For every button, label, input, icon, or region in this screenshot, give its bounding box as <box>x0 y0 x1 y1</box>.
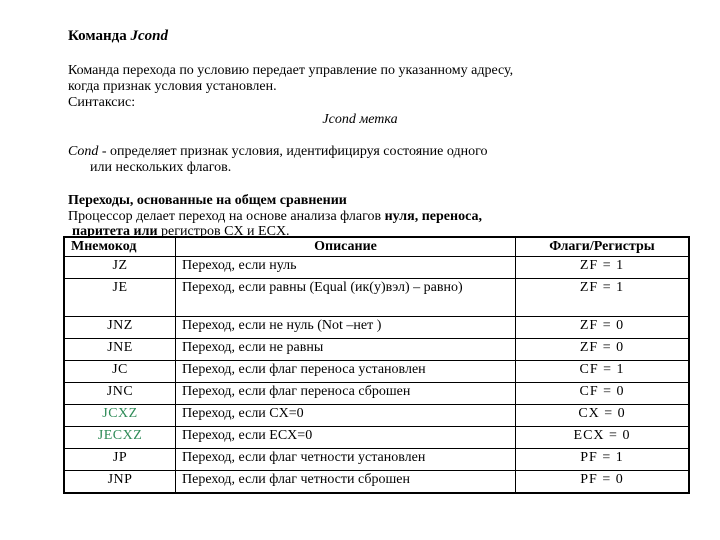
table-row <box>64 317 689 339</box>
cond-desc-line-1: Cond - определяет признак условия, идентифицируя состояние одного <box>68 144 488 159</box>
mnemonic-cell: JECXZ <box>64 427 176 449</box>
table-row <box>64 279 689 317</box>
mnemonic-cell: JNZ <box>64 317 176 339</box>
page-title: Команда Jcond <box>68 28 168 44</box>
intro-line-1: Команда перехода по условию передает управление по указанному адресу, <box>68 63 514 78</box>
table-row <box>64 339 689 361</box>
mnemonic-cell: JC <box>64 361 176 383</box>
mnemonic-cell: JNC <box>64 383 176 405</box>
header-description: Описание <box>176 237 516 257</box>
header-mnemonic: Мнемокод <box>64 237 176 257</box>
cond-desc-line-2: или нескольких флагов. <box>90 160 232 175</box>
flags-cell: ZF = 1 <box>516 279 690 317</box>
description-cell: Переход, если флаг переноса установлен <box>176 361 516 383</box>
flags-cell: ZF = 1 <box>516 257 690 279</box>
description-cell: Переход, если CX=0 <box>176 405 516 427</box>
table-row <box>64 427 689 449</box>
intro-line-2: когда признак условия установлен. <box>68 79 277 94</box>
description-cell: Переход, если нуль <box>176 257 516 279</box>
description-cell: Переход, если ECX=0 <box>176 427 516 449</box>
flags-cell: CF = 1 <box>516 361 690 383</box>
mnemonic-cell: JNE <box>64 339 176 361</box>
mnemonic-cell: JCXZ <box>64 405 176 427</box>
section-text-line-2: паритета или регистров CX и ECX. <box>72 224 290 239</box>
flags-cell: CF = 0 <box>516 383 690 405</box>
flags-cell: ZF = 0 <box>516 339 690 361</box>
flags-cell: CX = 0 <box>516 405 690 427</box>
table-row <box>64 449 689 471</box>
syntax-line: Jcond метка <box>322 112 398 127</box>
flags-cell: PF = 1 <box>516 449 690 471</box>
table-header-row <box>64 237 689 257</box>
description-cell: Переход, если флаг четности сброшен <box>176 471 516 494</box>
section-text-line-1: Процессор делает переход на основе анализа флагов нуля, переноса, <box>68 209 482 224</box>
table-row <box>64 361 689 383</box>
description-cell: Переход, если равны (Equal (ик(у)вэл) – равно) <box>176 279 516 317</box>
table-row <box>64 405 689 427</box>
description-cell: Переход, если флаг переноса сброшен <box>176 383 516 405</box>
section-title: Переходы, основанные на общем сравнении <box>68 193 347 208</box>
mnemonic-cell: JZ <box>64 257 176 279</box>
conditional-jumps-table <box>63 236 690 494</box>
header-flags: Флаги/Регистры <box>516 237 690 257</box>
flags-cell: PF = 0 <box>516 471 690 494</box>
flags-cell: ECX = 0 <box>516 427 690 449</box>
table-row <box>64 383 689 405</box>
table-row <box>64 257 689 279</box>
table-row <box>64 471 689 494</box>
description-cell: Переход, если не нуль (Not –нет ) <box>176 317 516 339</box>
syntax-label: Синтаксис: <box>68 95 136 110</box>
mnemonic-cell: JP <box>64 449 176 471</box>
description-cell: Переход, если не равны <box>176 339 516 361</box>
flags-cell: ZF = 0 <box>516 317 690 339</box>
description-cell: Переход, если флаг четности установлен <box>176 449 516 471</box>
mnemonic-cell: JNP <box>64 471 176 494</box>
mnemonic-cell: JE <box>64 279 176 317</box>
